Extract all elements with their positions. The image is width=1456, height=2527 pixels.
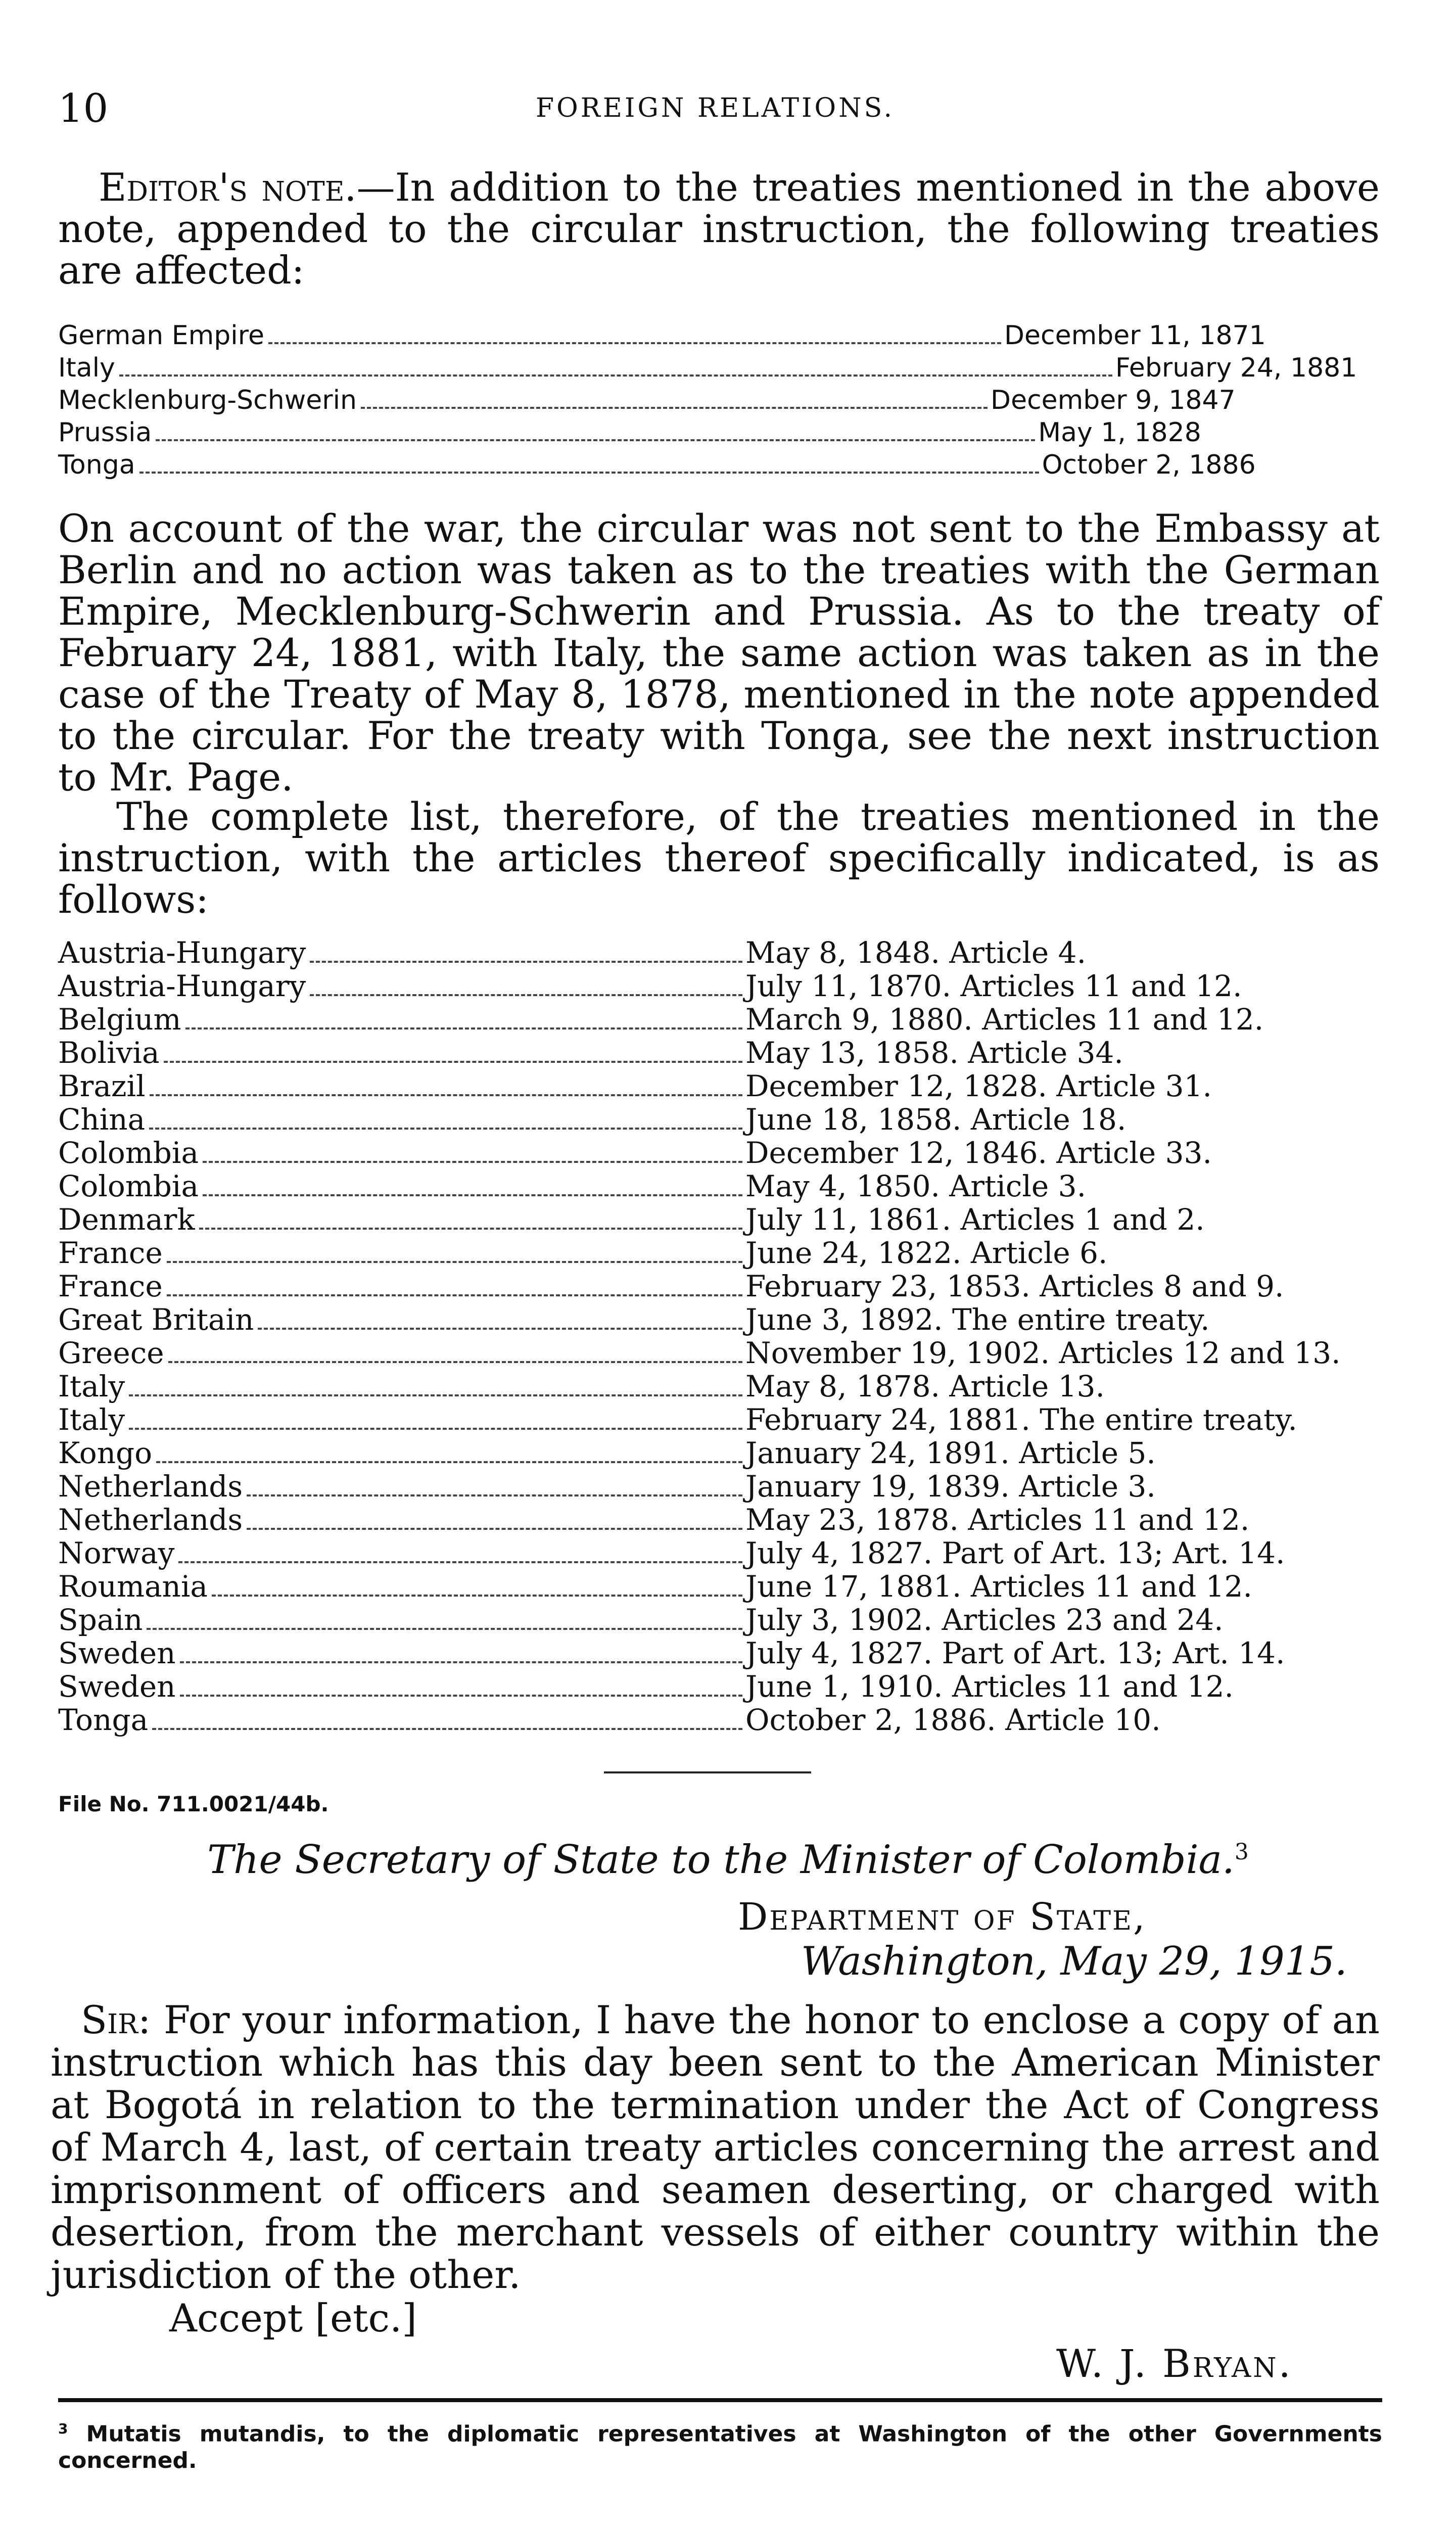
- leader-dots: [164, 1061, 742, 1063]
- leader-dots: [203, 1194, 742, 1196]
- leader-dots: [268, 342, 1001, 344]
- footnote-marker: 3: [58, 2420, 68, 2437]
- treaty-date: December 9, 1847: [991, 385, 1236, 415]
- treaty-country: France: [58, 1236, 163, 1270]
- leader-dots: [167, 1261, 742, 1263]
- list-item: [58, 970, 1397, 1003]
- list-item: [58, 1103, 1397, 1137]
- treaty-country: Greece: [58, 1336, 164, 1370]
- treaty-country: Colombia: [58, 1136, 199, 1170]
- treaty-date: May 1, 1828: [1038, 417, 1201, 448]
- treaty-country: Sweden: [58, 1636, 176, 1670]
- leader-dots: [147, 1628, 742, 1630]
- file-number: File No. 711.0021/44b.: [58, 1792, 329, 1816]
- treaty-detail: December 12, 1846. Article 33.: [745, 1136, 1212, 1170]
- list-item: [58, 1137, 1397, 1170]
- treaty-detail: June 3, 1892. The entire treaty.: [745, 1302, 1210, 1337]
- leader-dots: [180, 1661, 742, 1663]
- editors-note-text: —In addition to the treaties mentioned in the above note, appended to the circular instruction, the following treaties are affected:: [58, 165, 1380, 293]
- list-item: [58, 1037, 1397, 1070]
- salutation: Sir: [81, 1997, 138, 2042]
- treaty-country: Brazil: [58, 1069, 146, 1103]
- footnote-text: Mutatis mutandis, to the diplomatic representatives at Washington of the other Governments concerned.: [58, 2421, 1382, 2473]
- list-item: [58, 1604, 1397, 1637]
- list-item: [58, 449, 1372, 481]
- treaty-country: Great Britain: [58, 1302, 254, 1337]
- leader-dots: [152, 1728, 742, 1730]
- list-item: [58, 319, 1372, 352]
- page-number: 10: [58, 86, 109, 131]
- document-title-text: The Secretary of State to the Minister of Colombia.: [207, 1837, 1235, 1883]
- complete-treaties-list: [58, 937, 1397, 1737]
- treaty-country: Colombia: [58, 1169, 199, 1203]
- footnote-rule: [58, 2398, 1382, 2402]
- treaty-country: German Empire: [58, 320, 264, 351]
- leader-dots: [156, 1461, 742, 1463]
- treaty-country: Spain: [58, 1603, 143, 1637]
- list-item: [58, 1470, 1397, 1504]
- treaty-country: Bolivia: [58, 1036, 160, 1070]
- treaty-detail: May 13, 1858. Article 34.: [745, 1036, 1123, 1070]
- treaty-detail: May 4, 1850. Article 3.: [745, 1169, 1087, 1203]
- leader-dots: [129, 1428, 742, 1430]
- list-item: [58, 1337, 1397, 1370]
- leader-dots: [129, 1394, 742, 1396]
- list-item: [58, 1203, 1397, 1237]
- list-item: [58, 1170, 1397, 1203]
- leader-dots: [212, 1595, 742, 1597]
- editors-note: [58, 167, 1380, 291]
- list-item: [58, 1070, 1397, 1103]
- section-divider: [604, 1771, 811, 1773]
- editors-note-label: Editor's note.: [99, 165, 357, 210]
- treaty-country: Austria-Hungary: [58, 969, 306, 1003]
- list-item: [58, 1537, 1397, 1570]
- treaty-detail: June 17, 1881. Articles 11 and 12.: [745, 1569, 1252, 1604]
- affected-treaties-list: [58, 319, 1372, 481]
- department-heading: Department of State,: [738, 1895, 1147, 1939]
- footnote: [58, 2416, 1382, 2474]
- treaty-detail: December 12, 1828. Article 31.: [745, 1069, 1212, 1103]
- leader-dots: [180, 1695, 742, 1697]
- treaty-country: Italy: [58, 1402, 125, 1437]
- leader-dots: [156, 439, 1035, 441]
- list-item: [58, 352, 1372, 384]
- document-title: [0, 1837, 1456, 1883]
- list-item: [58, 937, 1397, 970]
- leader-dots: [258, 1328, 742, 1330]
- list-item: [58, 1437, 1397, 1470]
- leader-dots: [361, 407, 988, 409]
- list-item: [58, 1704, 1397, 1737]
- treaty-detail: February 24, 1881. The entire treaty.: [745, 1402, 1297, 1437]
- treaty-country: Austria-Hungary: [58, 935, 306, 970]
- leader-dots: [203, 1161, 742, 1163]
- treaty-country: Denmark: [58, 1202, 195, 1237]
- treaty-detail: May 8, 1878. Article 13.: [745, 1369, 1105, 1403]
- list-item: [58, 1303, 1397, 1337]
- leader-dots: [168, 1361, 742, 1363]
- treaty-country: Kongo: [58, 1436, 153, 1470]
- treaty-detail: July 11, 1861. Articles 1 and 2.: [745, 1202, 1205, 1237]
- treaty-country: Belgium: [58, 1002, 181, 1037]
- leader-dots: [310, 994, 742, 996]
- treaty-country: Italy: [58, 353, 115, 383]
- list-item: [58, 1670, 1397, 1704]
- treaty-country: Mecklenburg-Schwerin: [58, 385, 357, 415]
- dateline: Washington, May 29, 1915.: [801, 1939, 1347, 1984]
- treaty-detail: January 19, 1839. Article 3.: [745, 1469, 1156, 1504]
- leader-dots: [310, 961, 742, 963]
- treaty-country: Italy: [58, 1369, 125, 1403]
- treaty-detail: June 1, 1910. Articles 11 and 12.: [745, 1669, 1234, 1704]
- treaty-detail: May 8, 1848. Article 4.: [745, 935, 1087, 970]
- treaty-detail: July 3, 1902. Articles 23 and 24.: [745, 1603, 1224, 1637]
- treaty-detail: January 24, 1891. Article 5.: [745, 1436, 1156, 1470]
- list-item: [58, 1237, 1397, 1270]
- leader-dots: [247, 1528, 742, 1530]
- treaty-date: October 2, 1886: [1042, 450, 1256, 480]
- treaty-country: Sweden: [58, 1669, 176, 1704]
- signature: W. J. Bryan.: [1056, 2341, 1293, 2386]
- treaty-detail: February 23, 1853. Articles 8 and 9.: [745, 1269, 1284, 1303]
- running-title: FOREIGN RELATIONS.: [536, 93, 895, 123]
- treaty-country: Prussia: [58, 417, 152, 448]
- footnote-reference: 3: [1234, 1839, 1249, 1865]
- leader-dots: [199, 1228, 742, 1230]
- treaty-detail: July 11, 1870. Articles 11 and 12.: [745, 969, 1242, 1003]
- list-item: [58, 1570, 1397, 1604]
- list-item: [58, 1637, 1397, 1670]
- leader-dots: [167, 1294, 742, 1296]
- list-item: [58, 1003, 1397, 1037]
- list-item: [58, 384, 1372, 416]
- leader-dots: [119, 375, 1112, 377]
- treaty-country: Tonga: [58, 1703, 149, 1737]
- treaty-detail: June 18, 1858. Article 18.: [745, 1102, 1126, 1137]
- treaty-detail: July 4, 1827. Part of Art. 13; Art. 14.: [745, 1636, 1285, 1670]
- treaty-country: Netherlands: [58, 1503, 243, 1537]
- treaty-detail: July 4, 1827. Part of Art. 13; Art. 14.: [745, 1536, 1285, 1570]
- treaty-country: France: [58, 1269, 163, 1303]
- treaty-country: China: [58, 1102, 146, 1137]
- list-item: [58, 1270, 1397, 1303]
- leader-dots: [247, 1494, 742, 1496]
- leader-dots: [139, 472, 1039, 474]
- running-head: [58, 86, 1372, 131]
- leader-dots: [150, 1094, 742, 1096]
- war-paragraph: On account of the war, the circular was not sent to the Embassy at Berlin and no action was taken as to the treaties with the German Empire, Mecklenburg-Schwerin and Prussia. As to the treaty of February 24, 1881, with Italy, the same action was taken as in the case of the Treaty of May 8, 1878, mentioned in the note appended to the circular. For the treaty with Tonga, see the next instruction to Mr. Page.: [58, 506, 1380, 800]
- letter-text: : For your information, I have the honor to enclose a copy of an instruction which has this day been sent to the American Minister at Bogotá in relation to the termination under the Act of Congress of March 4, last, of certain treaty articles concerning the arrest and imprisonment of officers and seamen deserting, or charged with desertion, from the merchant vessels of either country within the jurisdiction of the other.: [51, 1997, 1380, 2297]
- leader-dots: [149, 1128, 742, 1130]
- treaty-detail: November 19, 1902. Articles 12 and 13.: [745, 1336, 1341, 1370]
- letter-body: [51, 1999, 1380, 2296]
- leader-dots: [185, 1027, 742, 1029]
- treaty-country: Roumania: [58, 1569, 208, 1604]
- list-item: [58, 1403, 1397, 1437]
- treaty-detail: June 24, 1822. Article 6.: [745, 1236, 1108, 1270]
- treaty-country: Tonga: [58, 450, 135, 480]
- treaty-detail: May 23, 1878. Articles 11 and 12.: [745, 1503, 1250, 1537]
- leader-dots: [178, 1561, 742, 1563]
- treaty-detail: October 2, 1886. Article 10.: [745, 1703, 1161, 1737]
- list-item: [58, 1370, 1397, 1403]
- treaty-date: December 11, 1871: [1004, 320, 1266, 351]
- list-intro-paragraph: The complete list, therefore, of the treaties mentioned in the instruction, with the articles thereof specifically indicated, is as follows:: [58, 794, 1380, 922]
- treaty-date: February 24, 1881: [1115, 353, 1357, 383]
- list-item: [58, 1504, 1397, 1537]
- treaty-country: Norway: [58, 1536, 175, 1570]
- treaty-country: Netherlands: [58, 1469, 243, 1504]
- closing: Accept [etc.]: [169, 2296, 417, 2341]
- list-item: [58, 416, 1372, 449]
- treaty-detail: March 9, 1880. Articles 11 and 12.: [745, 1002, 1264, 1037]
